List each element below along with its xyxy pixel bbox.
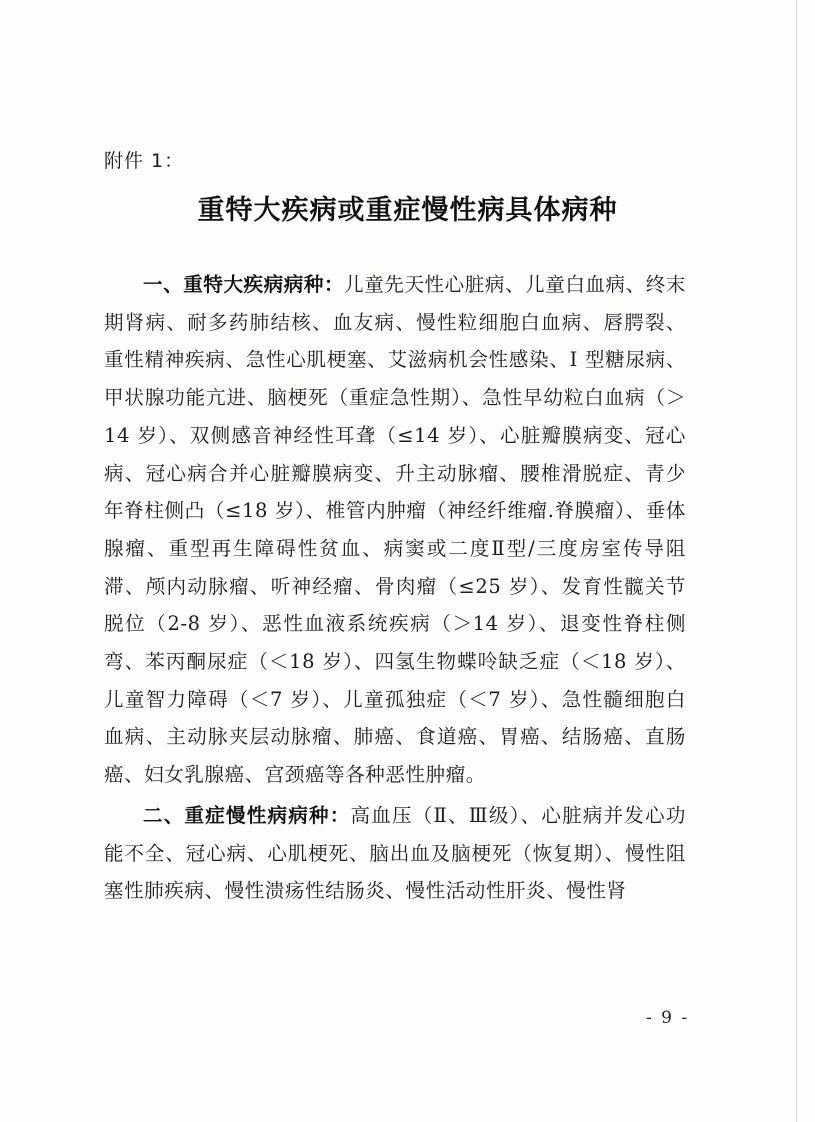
attachment-label: 附件 1： <box>104 150 185 172</box>
document-body <box>104 266 686 913</box>
page-number: - 9 - <box>646 1008 690 1028</box>
section-heading-2: 二、重症慢性病病种： <box>143 803 351 827</box>
page-title: 重特大疾病或重症慢性病具体病种 <box>197 195 618 226</box>
section-text-1: 儿童先天性心脏病、儿童白血病、终末期肾病、耐多药肺结核、血友病、慢性粒细胞白血病、唇腭裂、重性精神疾病、急性心肌梗塞、艾滋病机会性感染、I 型糖尿病、甲状腺功能亢进、脑梗死（重症急性期）、急性早幼粒白血病（＞14 岁）、双侧感音神经性耳聋（≤14 岁）、心脏瓣膜病变、冠心病、冠心病合并心脏瓣膜病变、升主动脉瘤、腰椎滑脱症、青少年脊柱侧凸（≤18 岁）、椎管内肿瘤（神经纤维瘤.脊膜瘤）、垂体腺瘤、重型再生障碍性贫血、病窦或二度Ⅱ型/三度房室传导阻滞、颅内动脉瘤、听神经瘤、骨肉瘤（≤25 岁）、发育性髋关节脱位（2-8 岁）、恶性血液系统疾病（＞14 岁）、退变性脊柱侧弯、苯丙酮尿症（＜18 岁）、四氢生物蝶呤缺乏症（＜18 岁）、儿童智力障碍（＜7 岁）、儿童孤独症（＜7 岁）、急性髓细胞白血病、主动脉夹层动脉瘤、肺癌、食道癌、胃癌、结肠癌、直肠癌、妇女乳腺癌、宫颈癌等各种恶性肿瘤。 <box>104 273 686 787</box>
section-heading-1: 一、重特大疾病病种： <box>143 273 345 296</box>
section-paragraph-2 <box>104 797 686 910</box>
section-text-2: 高血压（Ⅱ、Ⅲ级）、心脏病并发心功能不全、冠心病、心肌梗死、脑出血及脑梗死（恢复期）、慢性阻塞性肺疾病、慢性溃疡性结肠炎、慢性活动性肝炎、慢性肾 <box>104 803 686 903</box>
section-paragraph-1 <box>104 266 686 794</box>
page-edge-line <box>796 0 797 1122</box>
